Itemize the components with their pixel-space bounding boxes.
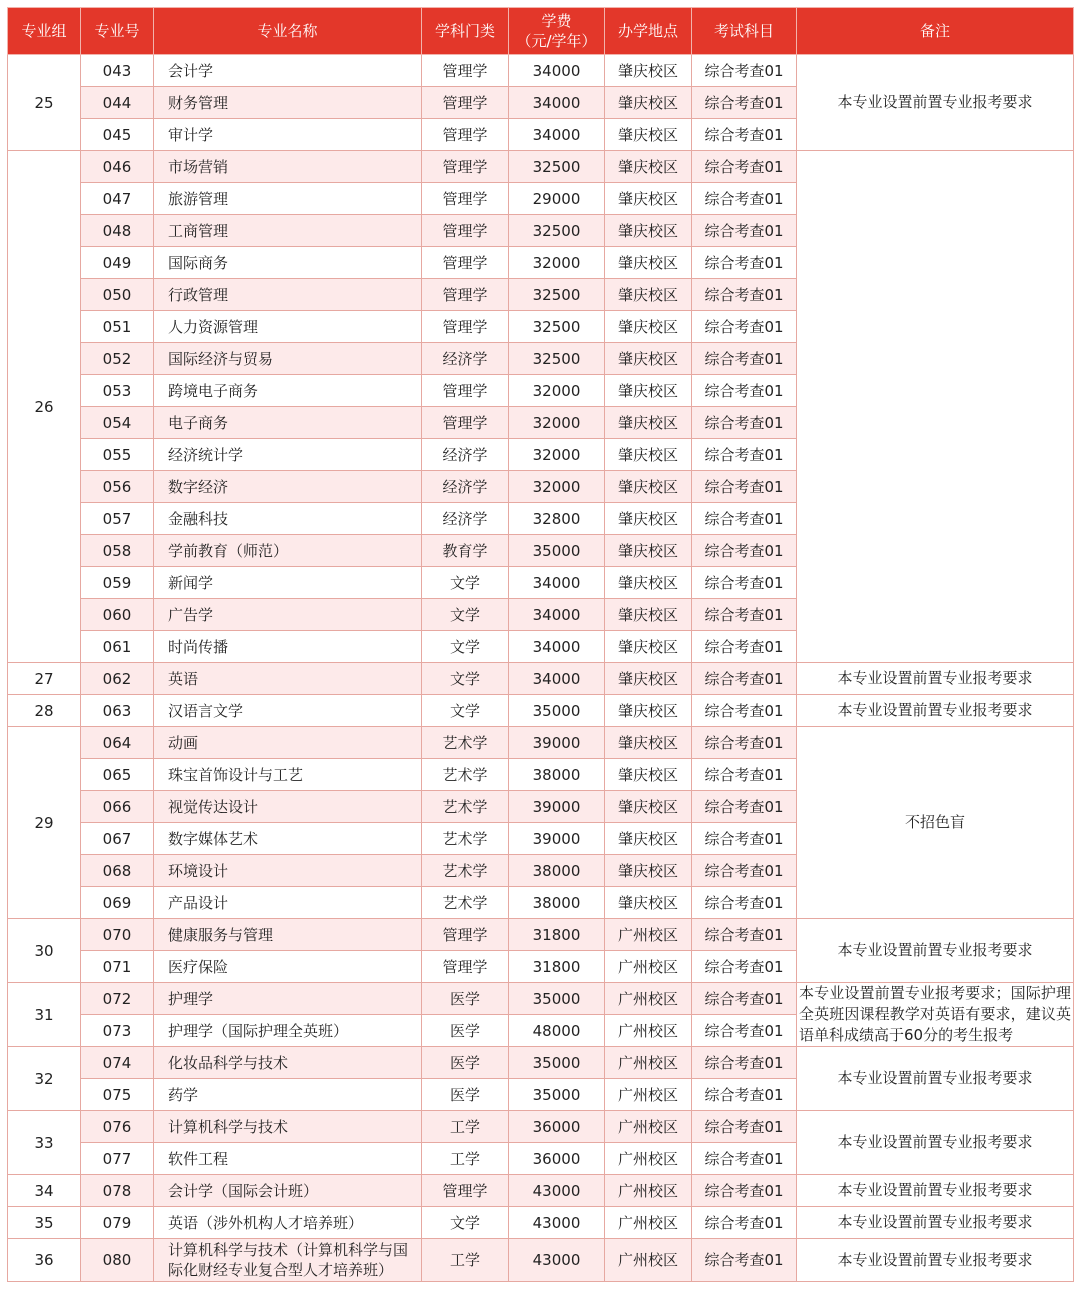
major-code-cell: 076 [81, 1111, 154, 1143]
major-code-cell: 056 [81, 471, 154, 503]
exam-cell: 综合考查01 [692, 1015, 797, 1047]
major-name-cell: 国际经济与贸易 [154, 343, 422, 375]
table-row [8, 919, 1074, 951]
category-cell: 管理学 [422, 183, 509, 215]
fee-cell: 39000 [509, 823, 605, 855]
group-number-cell: 29 [8, 727, 81, 919]
exam-cell: 综合考查01 [692, 791, 797, 823]
exam-cell: 综合考查01 [692, 151, 797, 183]
category-cell: 管理学 [422, 119, 509, 151]
exam-cell: 综合考查01 [692, 1175, 797, 1207]
table-row [8, 1111, 1074, 1143]
exam-cell: 综合考查01 [692, 119, 797, 151]
exam-cell: 综合考查01 [692, 535, 797, 567]
fee-cell: 32800 [509, 503, 605, 535]
remark-cell: 不招色盲 [797, 727, 1074, 919]
major-code-cell: 067 [81, 823, 154, 855]
fee-cell: 43000 [509, 1207, 605, 1239]
fee-cell: 35000 [509, 535, 605, 567]
group-number-cell: 25 [8, 55, 81, 151]
exam-cell: 综合考查01 [692, 279, 797, 311]
major-name-cell: 学前教育（师范） [154, 535, 422, 567]
category-cell: 医学 [422, 1047, 509, 1079]
fee-cell: 32500 [509, 215, 605, 247]
category-cell: 管理学 [422, 215, 509, 247]
major-name-cell: 产品设计 [154, 887, 422, 919]
category-cell: 艺术学 [422, 823, 509, 855]
major-name-cell: 国际商务 [154, 247, 422, 279]
table-row [8, 663, 1074, 695]
major-name-cell: 护理学 [154, 983, 422, 1015]
fee-cell: 34000 [509, 87, 605, 119]
fee-cell: 35000 [509, 1047, 605, 1079]
major-name-cell: 经济统计学 [154, 439, 422, 471]
exam-cell: 综合考查01 [692, 951, 797, 983]
group-number-cell: 35 [8, 1207, 81, 1239]
group-number-cell: 30 [8, 919, 81, 983]
remark-cell: 本专业设置前置专业报考要求 [797, 55, 1074, 151]
campus-cell: 肇庆校区 [605, 503, 692, 535]
major-name-cell: 药学 [154, 1079, 422, 1111]
major-code-cell: 061 [81, 631, 154, 663]
category-cell: 医学 [422, 983, 509, 1015]
exam-cell: 综合考查01 [692, 375, 797, 407]
major-code-cell: 071 [81, 951, 154, 983]
table-row [8, 983, 1074, 1015]
campus-cell: 广州校区 [605, 983, 692, 1015]
major-code-cell: 077 [81, 1143, 154, 1175]
exam-cell: 综合考查01 [692, 407, 797, 439]
fee-cell: 34000 [509, 631, 605, 663]
fee-cell: 48000 [509, 1015, 605, 1047]
header-exam: 考试科目 [692, 8, 797, 55]
majors-table [7, 7, 1074, 1282]
category-cell: 经济学 [422, 343, 509, 375]
group-number-cell: 34 [8, 1175, 81, 1207]
fee-cell: 32000 [509, 471, 605, 503]
group-number-cell: 28 [8, 695, 81, 727]
fee-cell: 43000 [509, 1239, 605, 1282]
major-code-cell: 080 [81, 1239, 154, 1282]
campus-cell: 广州校区 [605, 919, 692, 951]
major-code-cell: 064 [81, 727, 154, 759]
admissions-table-container [7, 7, 1073, 1282]
campus-cell: 广州校区 [605, 1079, 692, 1111]
remark-cell: 本专业设置前置专业报考要求 [797, 1239, 1074, 1282]
fee-cell: 39000 [509, 727, 605, 759]
category-cell: 管理学 [422, 279, 509, 311]
fee-cell: 32000 [509, 375, 605, 407]
category-cell: 医学 [422, 1079, 509, 1111]
exam-cell: 综合考查01 [692, 567, 797, 599]
major-name-cell: 市场营销 [154, 151, 422, 183]
group-number-cell: 26 [8, 151, 81, 663]
category-cell: 管理学 [422, 55, 509, 87]
major-name-text: 计算机科学与技术（计算机科学与国际化财经专业复合型人才培养班） [168, 1241, 409, 1279]
exam-cell: 综合考查01 [692, 343, 797, 375]
header-fee-line2: （元/学年） [516, 32, 597, 50]
category-cell: 管理学 [422, 407, 509, 439]
major-code-cell: 075 [81, 1079, 154, 1111]
exam-cell: 综合考查01 [692, 1047, 797, 1079]
category-cell: 工学 [422, 1143, 509, 1175]
fee-cell: 32000 [509, 247, 605, 279]
table-row [8, 1207, 1074, 1239]
campus-cell: 肇庆校区 [605, 695, 692, 727]
campus-cell: 肇庆校区 [605, 343, 692, 375]
major-code-cell: 044 [81, 87, 154, 119]
campus-cell: 广州校区 [605, 951, 692, 983]
campus-cell: 肇庆校区 [605, 759, 692, 791]
exam-cell: 综合考查01 [692, 1143, 797, 1175]
exam-cell: 综合考查01 [692, 919, 797, 951]
campus-cell: 肇庆校区 [605, 599, 692, 631]
campus-cell: 肇庆校区 [605, 823, 692, 855]
major-code-cell: 058 [81, 535, 154, 567]
campus-cell: 肇庆校区 [605, 183, 692, 215]
exam-cell: 综合考查01 [692, 631, 797, 663]
major-code-cell: 048 [81, 215, 154, 247]
table-row [8, 727, 1074, 759]
major-code-cell: 054 [81, 407, 154, 439]
header-category: 学科门类 [422, 8, 509, 55]
category-cell: 医学 [422, 1015, 509, 1047]
remark-cell: 本专业设置前置专业报考要求 [797, 695, 1074, 727]
major-name-cell: 财务管理 [154, 87, 422, 119]
campus-cell: 广州校区 [605, 1047, 692, 1079]
remark-cell: 本专业设置前置专业报考要求 [797, 1111, 1074, 1175]
campus-cell: 广州校区 [605, 1015, 692, 1047]
fee-cell: 32500 [509, 279, 605, 311]
major-name-cell: 会计学 [154, 55, 422, 87]
table-row [8, 55, 1074, 87]
major-name-cell: 英语（涉外机构人才培养班） [154, 1207, 422, 1239]
major-name-cell: 审计学 [154, 119, 422, 151]
fee-cell: 36000 [509, 1111, 605, 1143]
campus-cell: 肇庆校区 [605, 311, 692, 343]
fee-cell: 31800 [509, 951, 605, 983]
fee-cell: 34000 [509, 119, 605, 151]
fee-cell: 34000 [509, 599, 605, 631]
fee-cell: 32500 [509, 343, 605, 375]
major-code-cell: 065 [81, 759, 154, 791]
campus-cell: 肇庆校区 [605, 791, 692, 823]
fee-cell: 29000 [509, 183, 605, 215]
major-name-cell: 会计学（国际会计班） [154, 1175, 422, 1207]
category-cell: 文学 [422, 631, 509, 663]
category-cell: 经济学 [422, 471, 509, 503]
campus-cell: 肇庆校区 [605, 535, 692, 567]
major-code-cell: 047 [81, 183, 154, 215]
major-name-cell: 旅游管理 [154, 183, 422, 215]
major-code-cell: 043 [81, 55, 154, 87]
table-row [8, 1239, 1074, 1282]
major-code-cell: 059 [81, 567, 154, 599]
category-cell: 文学 [422, 599, 509, 631]
major-name-cell: 软件工程 [154, 1143, 422, 1175]
major-name-cell: 时尚传播 [154, 631, 422, 663]
fee-cell: 35000 [509, 1079, 605, 1111]
campus-cell: 广州校区 [605, 1207, 692, 1239]
category-cell: 管理学 [422, 951, 509, 983]
fee-cell: 32000 [509, 439, 605, 471]
category-cell: 管理学 [422, 247, 509, 279]
group-number-cell: 36 [8, 1239, 81, 1282]
fee-cell: 34000 [509, 55, 605, 87]
group-number-cell: 32 [8, 1047, 81, 1111]
category-cell: 艺术学 [422, 727, 509, 759]
campus-cell: 肇庆校区 [605, 727, 692, 759]
category-cell: 艺术学 [422, 887, 509, 919]
fee-cell: 35000 [509, 983, 605, 1015]
major-code-cell: 051 [81, 311, 154, 343]
group-number-cell: 27 [8, 663, 81, 695]
category-cell: 文学 [422, 567, 509, 599]
major-name-cell: 行政管理 [154, 279, 422, 311]
campus-cell: 广州校区 [605, 1175, 692, 1207]
exam-cell: 综合考查01 [692, 887, 797, 919]
category-cell: 经济学 [422, 503, 509, 535]
table-row [8, 695, 1074, 727]
major-name-cell: 英语 [154, 663, 422, 695]
exam-cell: 综合考查01 [692, 695, 797, 727]
campus-cell: 肇庆校区 [605, 87, 692, 119]
category-cell: 管理学 [422, 151, 509, 183]
header-name: 专业名称 [154, 8, 422, 55]
exam-cell: 综合考查01 [692, 823, 797, 855]
header-remark: 备注 [797, 8, 1074, 55]
major-name-cell: 金融科技 [154, 503, 422, 535]
group-number-cell: 31 [8, 983, 81, 1047]
category-cell: 管理学 [422, 1175, 509, 1207]
fee-cell: 36000 [509, 1143, 605, 1175]
campus-cell: 广州校区 [605, 1111, 692, 1143]
major-name-cell: 化妆品科学与技术 [154, 1047, 422, 1079]
remark-cell: 本专业设置前置专业报考要求 [797, 919, 1074, 983]
exam-cell: 综合考查01 [692, 247, 797, 279]
category-cell: 经济学 [422, 439, 509, 471]
major-name-cell: 数字经济 [154, 471, 422, 503]
major-code-cell: 079 [81, 1207, 154, 1239]
category-cell: 艺术学 [422, 791, 509, 823]
remark-cell: 本专业设置前置专业报考要求；国际护理全英班因课程教学对英语有要求，建议英语单科成绩高于60分的考生报考 [797, 983, 1074, 1047]
category-cell: 文学 [422, 1207, 509, 1239]
category-cell: 文学 [422, 663, 509, 695]
header-fee-line1: 学费 [541, 12, 572, 30]
exam-cell: 综合考查01 [692, 87, 797, 119]
category-cell: 艺术学 [422, 759, 509, 791]
major-name-cell: 汉语言文学 [154, 695, 422, 727]
exam-cell: 综合考查01 [692, 983, 797, 1015]
major-name-cell: 新闻学 [154, 567, 422, 599]
major-name-cell: 电子商务 [154, 407, 422, 439]
header-group: 专业组 [8, 8, 81, 55]
header-fee [509, 8, 605, 55]
table-row [8, 151, 1074, 183]
major-name-cell: 人力资源管理 [154, 311, 422, 343]
group-number-cell: 33 [8, 1111, 81, 1175]
major-name-cell: 计算机科学与技术 [154, 1111, 422, 1143]
major-code-cell: 074 [81, 1047, 154, 1079]
remark-cell: 本专业设置前置专业报考要求 [797, 1207, 1074, 1239]
exam-cell: 综合考查01 [692, 1111, 797, 1143]
major-code-cell: 050 [81, 279, 154, 311]
major-code-cell: 070 [81, 919, 154, 951]
fee-cell: 31800 [509, 919, 605, 951]
major-name-cell: 广告学 [154, 599, 422, 631]
category-cell: 工学 [422, 1239, 509, 1282]
category-cell: 管理学 [422, 375, 509, 407]
fee-cell: 39000 [509, 791, 605, 823]
remark-cell: 本专业设置前置专业报考要求 [797, 1175, 1074, 1207]
major-code-cell: 053 [81, 375, 154, 407]
major-code-cell: 073 [81, 1015, 154, 1047]
exam-cell: 综合考查01 [692, 759, 797, 791]
fee-cell: 32500 [509, 311, 605, 343]
exam-cell: 综合考查01 [692, 1207, 797, 1239]
campus-cell: 肇庆校区 [605, 119, 692, 151]
campus-cell: 肇庆校区 [605, 375, 692, 407]
exam-cell: 综合考查01 [692, 1079, 797, 1111]
major-name-cell: 健康服务与管理 [154, 919, 422, 951]
major-code-cell: 062 [81, 663, 154, 695]
category-cell: 管理学 [422, 919, 509, 951]
fee-cell: 34000 [509, 663, 605, 695]
major-name-cell: 护理学（国际护理全英班） [154, 1015, 422, 1047]
table-body [8, 55, 1074, 1282]
major-name-cell: 视觉传达设计 [154, 791, 422, 823]
campus-cell: 肇庆校区 [605, 407, 692, 439]
major-code-cell: 057 [81, 503, 154, 535]
exam-cell: 综合考查01 [692, 55, 797, 87]
exam-cell: 综合考查01 [692, 727, 797, 759]
category-cell: 文学 [422, 695, 509, 727]
campus-cell: 肇庆校区 [605, 279, 692, 311]
exam-cell: 综合考查01 [692, 183, 797, 215]
major-code-cell: 066 [81, 791, 154, 823]
major-name-cell: 珠宝首饰设计与工艺 [154, 759, 422, 791]
major-code-cell: 063 [81, 695, 154, 727]
table-header [8, 8, 1074, 55]
campus-cell: 肇庆校区 [605, 887, 692, 919]
campus-cell: 肇庆校区 [605, 663, 692, 695]
fee-cell: 34000 [509, 567, 605, 599]
exam-cell: 综合考查01 [692, 471, 797, 503]
category-cell: 教育学 [422, 535, 509, 567]
category-cell: 艺术学 [422, 855, 509, 887]
major-code-cell: 049 [81, 247, 154, 279]
fee-cell: 43000 [509, 1175, 605, 1207]
category-cell: 工学 [422, 1111, 509, 1143]
exam-cell: 综合考查01 [692, 311, 797, 343]
campus-cell: 肇庆校区 [605, 855, 692, 887]
major-name-cell: 动画 [154, 727, 422, 759]
table-row [8, 1175, 1074, 1207]
exam-cell: 综合考查01 [692, 663, 797, 695]
major-code-cell: 068 [81, 855, 154, 887]
remark-cell [797, 151, 1074, 663]
campus-cell: 肇庆校区 [605, 215, 692, 247]
exam-cell: 综合考查01 [692, 439, 797, 471]
major-code-cell: 069 [81, 887, 154, 919]
major-name-cell: 数字媒体艺术 [154, 823, 422, 855]
fee-cell: 32500 [509, 151, 605, 183]
remark-cell: 本专业设置前置专业报考要求 [797, 1047, 1074, 1111]
remark-cell: 本专业设置前置专业报考要求 [797, 663, 1074, 695]
campus-cell: 肇庆校区 [605, 631, 692, 663]
exam-cell: 综合考查01 [692, 503, 797, 535]
major-code-cell: 072 [81, 983, 154, 1015]
exam-cell: 综合考查01 [692, 215, 797, 247]
major-name-cell [154, 1239, 422, 1282]
fee-cell: 38000 [509, 759, 605, 791]
campus-cell: 广州校区 [605, 1143, 692, 1175]
major-code-cell: 078 [81, 1175, 154, 1207]
major-code-cell: 055 [81, 439, 154, 471]
major-code-cell: 052 [81, 343, 154, 375]
major-name-cell: 医疗保险 [154, 951, 422, 983]
major-code-cell: 046 [81, 151, 154, 183]
major-name-cell: 工商管理 [154, 215, 422, 247]
fee-cell: 32000 [509, 407, 605, 439]
header-code: 专业号 [81, 8, 154, 55]
campus-cell: 肇庆校区 [605, 439, 692, 471]
fee-cell: 38000 [509, 887, 605, 919]
campus-cell: 肇庆校区 [605, 55, 692, 87]
category-cell: 管理学 [422, 87, 509, 119]
table-row [8, 1047, 1074, 1079]
category-cell: 管理学 [422, 311, 509, 343]
campus-cell: 肇庆校区 [605, 151, 692, 183]
campus-cell: 肇庆校区 [605, 471, 692, 503]
fee-cell: 38000 [509, 855, 605, 887]
header-campus: 办学地点 [605, 8, 692, 55]
campus-cell: 肇庆校区 [605, 247, 692, 279]
major-name-cell: 环境设计 [154, 855, 422, 887]
major-code-cell: 045 [81, 119, 154, 151]
exam-cell: 综合考查01 [692, 599, 797, 631]
exam-cell: 综合考查01 [692, 855, 797, 887]
exam-cell: 综合考查01 [692, 1239, 797, 1282]
major-code-cell: 060 [81, 599, 154, 631]
major-name-cell: 跨境电子商务 [154, 375, 422, 407]
campus-cell: 肇庆校区 [605, 567, 692, 599]
campus-cell: 广州校区 [605, 1239, 692, 1282]
fee-cell: 35000 [509, 695, 605, 727]
